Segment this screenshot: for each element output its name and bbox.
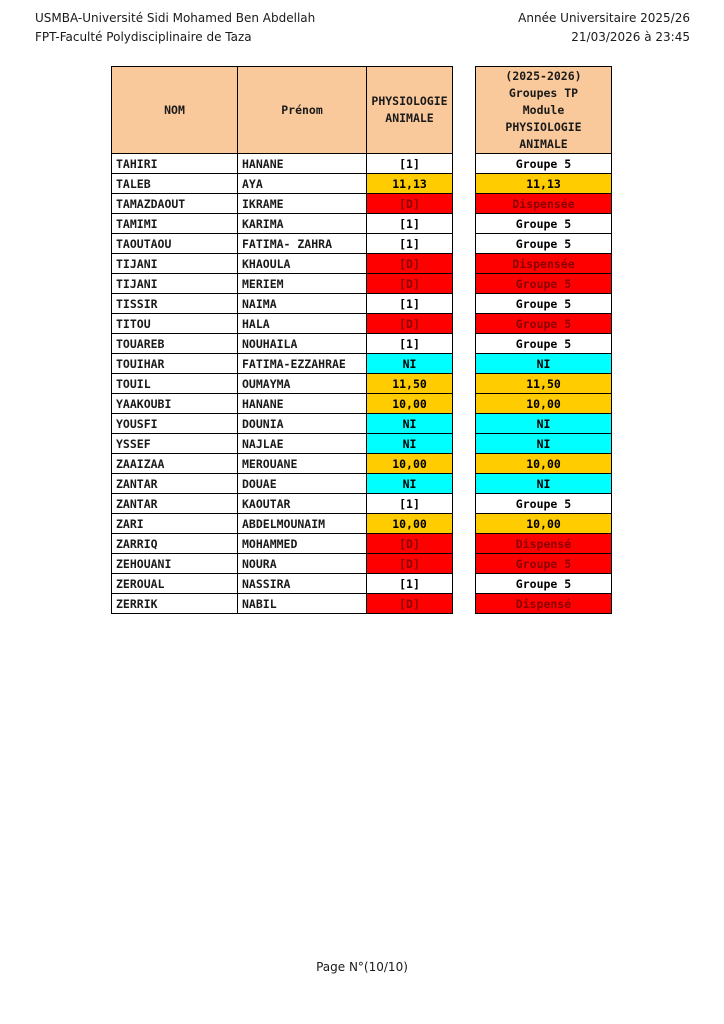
cell-physiologie: [1]: [367, 234, 453, 254]
cell-groupe: Groupe 5: [476, 494, 612, 514]
cell-prenom: MEROUANE: [238, 454, 367, 474]
cell-groupe: Groupe 5: [476, 554, 612, 574]
cell-physiologie: [1]: [367, 294, 453, 314]
cell-nom: TISSIR: [112, 294, 238, 314]
group-row: [476, 274, 612, 294]
group-row: [476, 434, 612, 454]
cell-nom: TOUAREB: [112, 334, 238, 354]
group-row: [476, 594, 612, 614]
cell-groupe: Groupe 5: [476, 574, 612, 594]
col-header-prenom: Prénom: [238, 67, 367, 154]
table-row: [112, 154, 453, 174]
cell-nom: TOUIL: [112, 374, 238, 394]
cell-groupe: Dispensé: [476, 594, 612, 614]
cell-physiologie: [D]: [367, 534, 453, 554]
table-row: [112, 494, 453, 514]
table-row: [112, 214, 453, 234]
page-number: Page N°(10/10): [316, 960, 408, 974]
cell-groupe: 11,13: [476, 174, 612, 194]
cell-physiologie: 11,50: [367, 374, 453, 394]
group-row: [476, 314, 612, 334]
print-date: 21/03/2026 à 23:45: [571, 30, 690, 44]
cell-prenom: NASSIRA: [238, 574, 367, 594]
cell-prenom: OUMAYMA: [238, 374, 367, 394]
table-row: [112, 394, 453, 414]
group-row: [476, 254, 612, 274]
header-right: [518, 9, 690, 47]
group-row: [476, 294, 612, 314]
table-row: [112, 514, 453, 534]
group-row: [476, 494, 612, 514]
table-row: [112, 434, 453, 454]
cell-prenom: KAOUTAR: [238, 494, 367, 514]
cell-physiologie: 10,00: [367, 454, 453, 474]
col-header-groupes: [476, 67, 612, 154]
cell-prenom: ABDELMOUNAIM: [238, 514, 367, 534]
groups-header-row: [476, 67, 612, 154]
cell-nom: YOUSFI: [112, 414, 238, 434]
students-table: [111, 66, 453, 614]
cell-nom: YSSEF: [112, 434, 238, 454]
university-name: USMBA-Université Sidi Mohamed Ben Abdellah: [35, 11, 316, 25]
col-header-grp-line4: PHYSIOLOGIE: [505, 119, 582, 134]
table-header-row: [112, 67, 453, 154]
table-row: [112, 594, 453, 614]
cell-physiologie: [1]: [367, 574, 453, 594]
table-row: [112, 174, 453, 194]
cell-nom: TIJANI: [112, 274, 238, 294]
group-row: [476, 174, 612, 194]
group-row: [476, 334, 612, 354]
cell-nom: TIJANI: [112, 254, 238, 274]
group-row: [476, 534, 612, 554]
group-row: [476, 514, 612, 534]
cell-groupe: Groupe 5: [476, 334, 612, 354]
cell-groupe: 11,50: [476, 374, 612, 394]
cell-physiologie: 10,00: [367, 514, 453, 534]
cell-nom: TAMAZDAOUT: [112, 194, 238, 214]
table-row: [112, 374, 453, 394]
col-header-phys-line1: PHYSIOLOGIE: [371, 94, 448, 108]
academic-year: Année Universitaire 2025/26: [518, 11, 690, 25]
cell-groupe: Dispensé: [476, 534, 612, 554]
cell-prenom: NOUHAILA: [238, 334, 367, 354]
group-row: [476, 194, 612, 214]
group-row: [476, 454, 612, 474]
cell-nom: TITOU: [112, 314, 238, 334]
cell-physiologie: [1]: [367, 214, 453, 234]
cell-nom: ZARI: [112, 514, 238, 534]
cell-groupe: 10,00: [476, 454, 612, 474]
cell-groupe: 10,00: [476, 514, 612, 534]
table-row: [112, 194, 453, 214]
group-row: [476, 354, 612, 374]
cell-physiologie: [1]: [367, 494, 453, 514]
col-header-grp-line2: Groupes TP: [508, 85, 579, 100]
cell-physiologie: [D]: [367, 594, 453, 614]
table-row: [112, 234, 453, 254]
group-row: [476, 234, 612, 254]
cell-prenom: NOURA: [238, 554, 367, 574]
col-header-nom: NOM: [112, 67, 238, 154]
cell-nom: TAMIMI: [112, 214, 238, 234]
cell-groupe: 10,00: [476, 394, 612, 414]
col-header-phys-line2: ANIMALE: [385, 111, 434, 125]
cell-physiologie: 10,00: [367, 394, 453, 414]
cell-prenom: HANANE: [238, 394, 367, 414]
cell-prenom: FATIMA- ZAHRA: [238, 234, 367, 254]
cell-physiologie: NI: [367, 474, 453, 494]
cell-groupe: Groupe 5: [476, 274, 612, 294]
cell-prenom: HALA: [238, 314, 367, 334]
cell-groupe: Groupe 5: [476, 294, 612, 314]
cell-nom: YAAKOUBI: [112, 394, 238, 414]
groups-table: [475, 66, 612, 614]
cell-nom: ZEHOUANI: [112, 554, 238, 574]
cell-prenom: NAJLAE: [238, 434, 367, 454]
cell-prenom: KHAOULA: [238, 254, 367, 274]
cell-physiologie: NI: [367, 354, 453, 374]
cell-prenom: MOHAMMED: [238, 534, 367, 554]
col-header-grp-line1: (2025-2026): [505, 68, 582, 83]
group-row: [476, 374, 612, 394]
cell-groupe: Dispensée: [476, 194, 612, 214]
table-row: [112, 474, 453, 494]
group-row: [476, 554, 612, 574]
cell-prenom: NAIMA: [238, 294, 367, 314]
cell-physiologie: NI: [367, 414, 453, 434]
table-row: [112, 254, 453, 274]
group-row: [476, 214, 612, 234]
cell-prenom: NABIL: [238, 594, 367, 614]
cell-prenom: DOUNIA: [238, 414, 367, 434]
cell-groupe: Groupe 5: [476, 214, 612, 234]
group-row: [476, 474, 612, 494]
table-row: [112, 414, 453, 434]
cell-physiologie: NI: [367, 434, 453, 454]
cell-prenom: AYA: [238, 174, 367, 194]
group-row: [476, 574, 612, 594]
table-row: [112, 354, 453, 374]
cell-prenom: IKRAME: [238, 194, 367, 214]
table-row: [112, 574, 453, 594]
cell-groupe: NI: [476, 434, 612, 454]
cell-physiologie: [D]: [367, 254, 453, 274]
cell-physiologie: [D]: [367, 554, 453, 574]
cell-nom: ZEROUAL: [112, 574, 238, 594]
col-header-grp-line3: Module: [522, 102, 565, 117]
cell-nom: TAOUTAOU: [112, 234, 238, 254]
cell-nom: ZERRIK: [112, 594, 238, 614]
cell-groupe: Groupe 5: [476, 154, 612, 174]
faculty-name: FPT-Faculté Polydisciplinaire de Taza: [35, 30, 252, 44]
table-row: [112, 294, 453, 314]
table-row: [112, 454, 453, 474]
group-row: [476, 394, 612, 414]
cell-prenom: KARIMA: [238, 214, 367, 234]
cell-nom: ZAAIZAA: [112, 454, 238, 474]
cell-prenom: DOUAE: [238, 474, 367, 494]
cell-physiologie: [1]: [367, 154, 453, 174]
cell-physiologie: [D]: [367, 274, 453, 294]
table-row: [112, 554, 453, 574]
cell-nom: TAHIRI: [112, 154, 238, 174]
cell-physiologie: 11,13: [367, 174, 453, 194]
cell-physiologie: [1]: [367, 334, 453, 354]
group-row: [476, 154, 612, 174]
cell-groupe: Groupe 5: [476, 234, 612, 254]
cell-groupe: Groupe 5: [476, 314, 612, 334]
header-left: [35, 9, 315, 47]
table-row: [112, 534, 453, 554]
cell-nom: ZARRIQ: [112, 534, 238, 554]
cell-nom: TALEB: [112, 174, 238, 194]
table-row: [112, 274, 453, 294]
col-header-grp-line5: ANIMALE: [519, 136, 568, 151]
cell-prenom: HANANE: [238, 154, 367, 174]
cell-nom: TOUIHAR: [112, 354, 238, 374]
cell-groupe: NI: [476, 414, 612, 434]
col-header-physiologie: [367, 67, 453, 154]
cell-nom: ZANTAR: [112, 474, 238, 494]
cell-physiologie: [D]: [367, 194, 453, 214]
table-row: [112, 314, 453, 334]
table-row: [112, 334, 453, 354]
cell-prenom: MERIEM: [238, 274, 367, 294]
group-row: [476, 414, 612, 434]
cell-prenom: FATIMA-EZZAHRAE: [238, 354, 367, 374]
cell-groupe: NI: [476, 474, 612, 494]
cell-nom: ZANTAR: [112, 494, 238, 514]
cell-physiologie: [D]: [367, 314, 453, 334]
cell-groupe: NI: [476, 354, 612, 374]
cell-groupe: Dispensée: [476, 254, 612, 274]
